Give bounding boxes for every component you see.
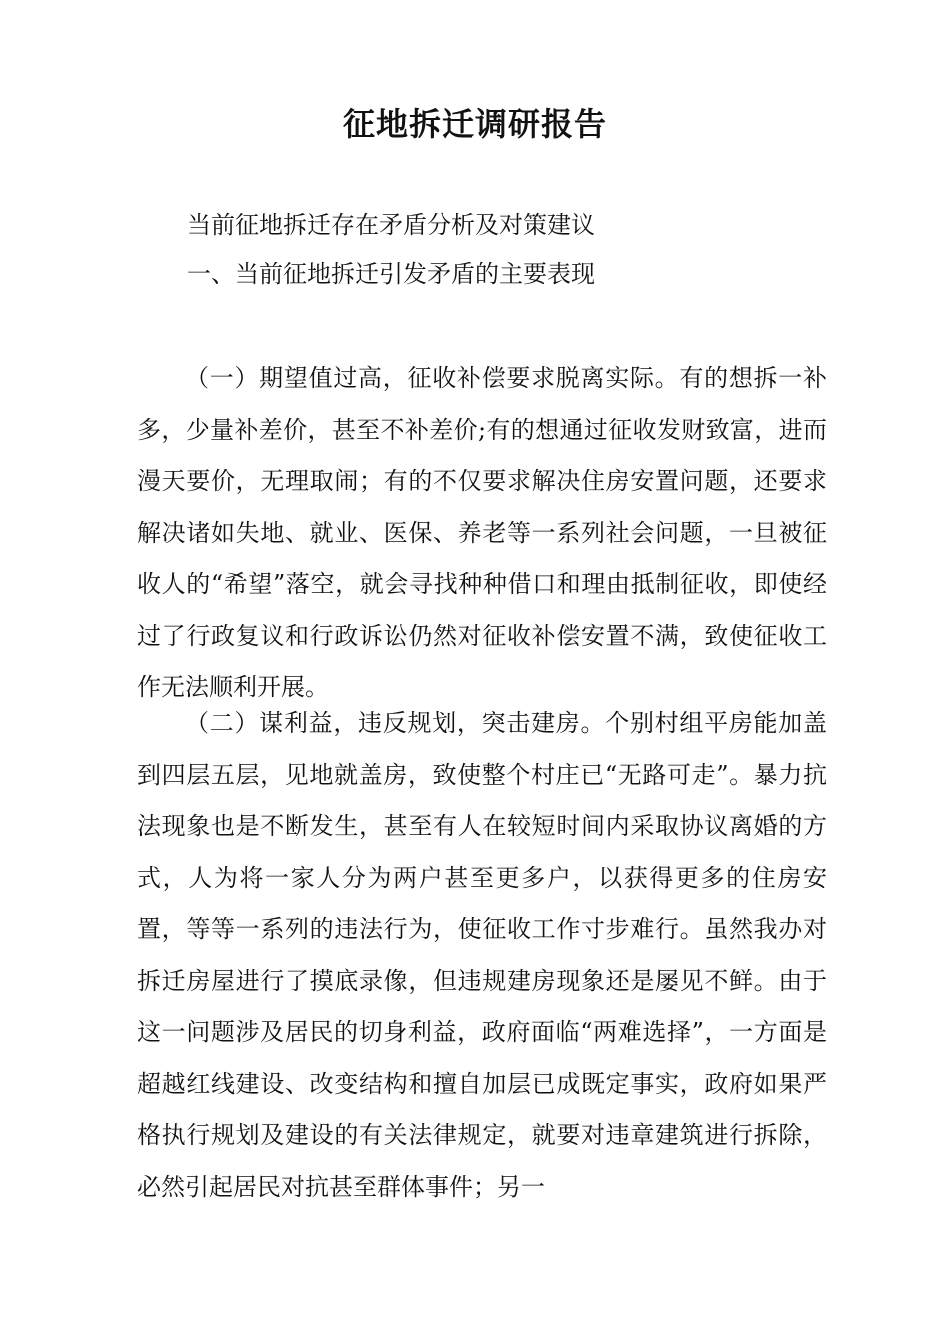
document-subtitle: 当前征地拆迁存在矛盾分析及对策建议 [187,211,595,239]
section-heading: 一、当前征地拆迁引发矛盾的主要表现 [187,260,595,288]
document-title: 征地拆迁调研报告 [342,105,607,143]
body-paragraph: （一）期望值过高，征收补偿要求脱离实际。有的想拆一补多，少量补差价，甚至不补差价;有的想通过征收发财致富，进而漫天要价，无理取闹；有的不仅要求解决住房安置问题，还要求解决诸如失地、就业、医保、养老等一系列社会问题，一旦被征收人的“希望”落空，就会寻找种种借口和理由抵制征收，即使经过了行政复议和行政诉讼仍然对征收补偿安置不满，致使征收工作无法顺利开展。 [137,364,827,701]
body-paragraph: （二）谋利益，违反规划，突击建房。个别村组平房能加盖到四层五层，见地就盖房，致使整个村庄已“无路可走”。暴力抗法现象也是不断发生，甚至有人在较短时间内采取协议离婚的方式，人为将一家人分为两户甚至更多户，以获得更多的住房安置，等等一系列的违法行为，使征收工作寸步难行。虽然我办对拆迁房屋进行了摸底录像，但违规建房现象还是屡见不鲜。由于这一问题涉及居民的切身利益，政府面临“两难选择”，一方面是超越红线建设、改变结构和擅自加层已成既定事实，政府如果严格执行规划及建设的有关法律规定，就要对违章建筑进行拆除，必然引起居民对抗甚至群体事件；另一 [137,709,827,1201]
